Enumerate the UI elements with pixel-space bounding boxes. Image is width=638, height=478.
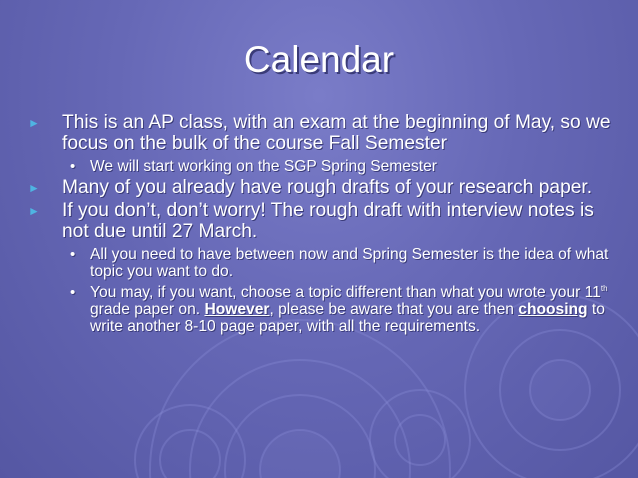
bullet-text: If you don’t, don’t worry! The rough draft with interview notes is not due until 27 March. xyxy=(62,200,594,242)
bullet-text: This is an AP class, with an exam at the beginning of May, so we focus on the bulk of the course Fall Semester xyxy=(62,112,611,154)
superscript-ordinal: th xyxy=(600,284,608,293)
sub-bullet-text-part: , please be aware that you are then xyxy=(269,301,519,318)
sub-bullet-marker-icon: • xyxy=(70,284,76,301)
sub-bullet-text-part: You may, if you want, choose a topic different than what you wrote your 11 xyxy=(90,284,601,301)
sub-bullet-text: We will start working on the SGP Spring Semester xyxy=(90,158,437,175)
emphasis-choosing: choosing xyxy=(518,301,588,318)
bullet-marker-icon: ► xyxy=(28,181,40,195)
sub-bullet-marker-icon: • xyxy=(70,246,76,263)
sub-bullet-marker-icon: • xyxy=(70,158,76,175)
emphasis-however: However xyxy=(204,301,270,318)
bullet-item xyxy=(28,177,618,198)
slide-title: Calendar xyxy=(243,39,395,80)
bullet-text: Many of you already have rough drafts of your research paper. xyxy=(62,177,593,198)
sub-bullet-item xyxy=(28,246,618,280)
sub-bullet-item xyxy=(28,158,618,175)
bullet-item xyxy=(28,200,618,242)
sub-bullet-text-part: grade paper on. xyxy=(90,301,205,318)
bullet-list xyxy=(28,112,618,335)
bullet-marker-icon: ► xyxy=(28,116,40,130)
sub-bullet-text: All you need to have between now and Spring Semester is the idea of what topic you want to do. xyxy=(90,246,609,280)
bullet-marker-icon: ► xyxy=(28,204,40,218)
bullet-item xyxy=(28,112,618,154)
sub-bullet-text-part: to write another 8-10 page paper, with all the requirements. xyxy=(90,301,605,335)
sub-bullet-item xyxy=(28,284,618,335)
